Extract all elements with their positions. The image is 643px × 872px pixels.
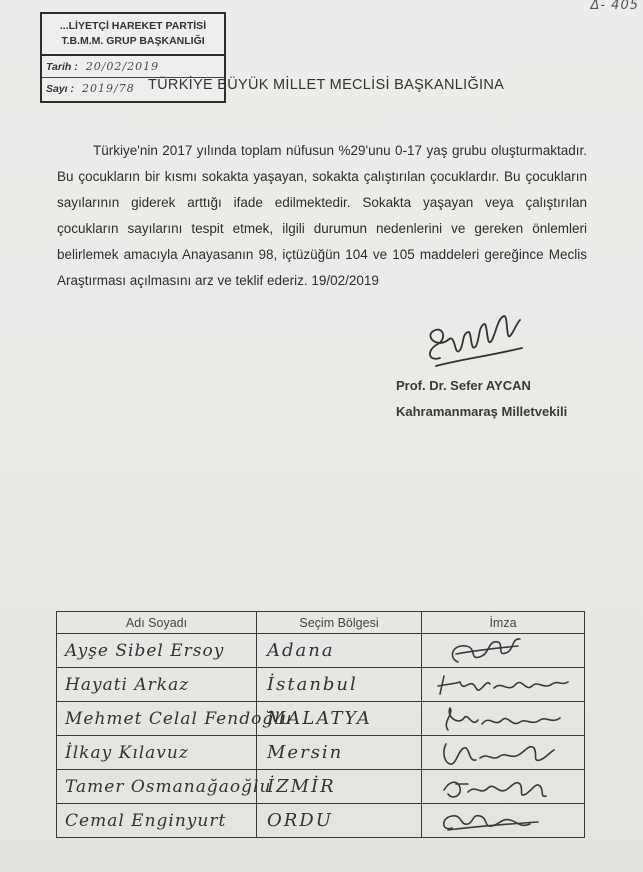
main-signature-image: [418, 310, 528, 370]
table-row: [57, 702, 585, 736]
stamp-number-value: 2019/78: [82, 82, 135, 95]
row-name: Tamer Osmanağaoğlu: [65, 776, 272, 797]
handwritten-signature: [428, 670, 578, 700]
handwritten-signature: [428, 772, 578, 802]
table-row: [57, 634, 585, 668]
row-region: MALATYA: [267, 708, 372, 729]
row-name: İlkay Kılavuz: [65, 742, 189, 763]
document-body: [57, 138, 587, 294]
stamp-date-label: Tarih :: [46, 60, 78, 73]
row-name: Ayşe Sibel Ersoy: [65, 640, 225, 661]
row-region: İstanbul: [267, 674, 358, 695]
row-region: Mersin: [267, 742, 344, 763]
header-region: Seçim Bölgesi: [257, 612, 422, 634]
stamp-party-name: ...LİYETÇİ HAREKET PARTİSİ: [59, 20, 207, 32]
row-region: Adana: [267, 640, 335, 661]
table-row: [57, 804, 585, 838]
document-heading: TÜRKİYE BÜYÜK MİLLET MECLİSİ BAŞKANLIĞINA: [148, 77, 505, 93]
handwritten-signature: [428, 704, 578, 734]
stamp-group-name: T.B.M.M. GRUP BAŞKANLIĞI: [61, 35, 205, 47]
stamp-date-row: [42, 56, 224, 77]
signer-name: Prof. Dr. Sefer AYCAN: [396, 378, 531, 393]
row-name: Mehmet Celal Fendoğlu: [65, 708, 293, 729]
table-row: [57, 668, 585, 702]
body-paragraph: Türkiye'nin 2017 yılında toplam nüfusun %29'unu 0-17 yaş grubu oluşturmaktadır. Bu çocukların bir kısmı sokakta yaşayan, sokakta çalıştırılan çocuklardır. Bu çocukların sayılarının giderek arttığı ifade edilmektedir. Sokakta yaşayan veya çalıştırılan çocukların sayılarını tespit etmek, ilgili durumun nedenlerini ve gereken önlemleri belirlemek amacıyla Anayasanın 98, içtüzüğün 104 ve 105 maddeleri gereğince Meclis Araştırması açılmasını arz ve teklif ederiz. 19/02/2019: [57, 143, 587, 288]
table-row: [57, 770, 585, 804]
row-region: ORDU: [267, 810, 333, 831]
row-name: Hayati Arkaz: [65, 674, 190, 695]
stamp-header: [42, 14, 224, 56]
handwritten-signature: [428, 806, 578, 836]
stamp-date-value: 20/02/2019: [85, 60, 160, 73]
corner-note: Δ- 405: [590, 0, 639, 13]
handwritten-signature: [428, 636, 578, 666]
row-region: İZMİR: [267, 776, 336, 797]
handwritten-signature: [428, 738, 578, 768]
table-row: [57, 736, 585, 770]
row-name: Cemal Enginyurt: [65, 810, 227, 831]
signatories-table: [56, 611, 585, 838]
header-signature: İmza: [422, 612, 585, 634]
stamp-number-label: Sayı :: [46, 82, 75, 95]
header-name: Adı Soyadı: [57, 612, 257, 634]
table-header-row: [57, 612, 585, 634]
signer-title: Kahramanmaraş Milletvekili: [396, 404, 568, 419]
